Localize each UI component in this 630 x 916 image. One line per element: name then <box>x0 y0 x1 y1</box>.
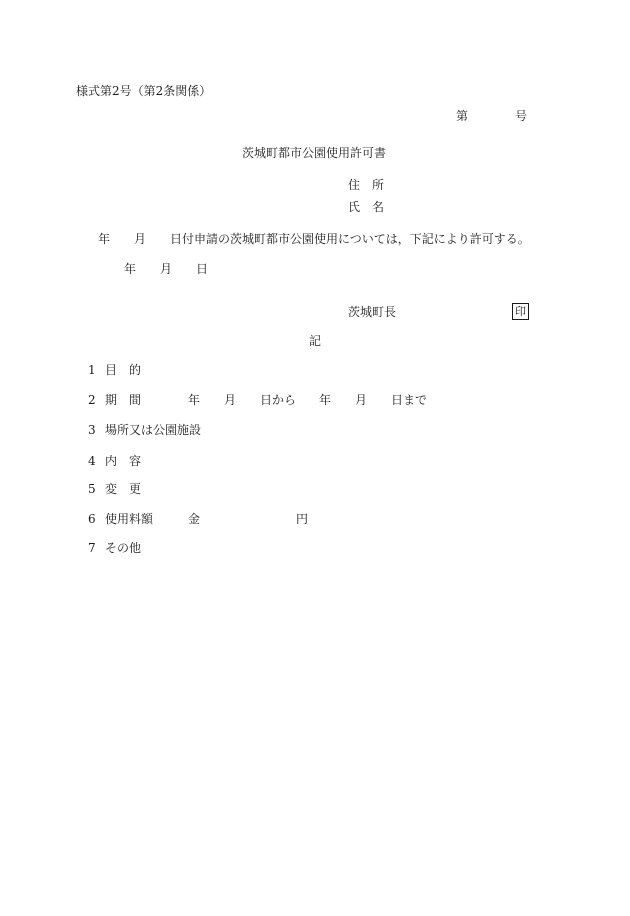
fee-en: 円 <box>296 512 309 526</box>
item-label: 使用料額 <box>105 512 154 526</box>
list-item-location <box>88 423 201 437</box>
item-number: 4 <box>88 454 96 468</box>
item-label: 変 更 <box>105 482 142 496</box>
item-label: 内 容 <box>105 454 142 468</box>
list-item-purpose <box>88 363 141 377</box>
ki-heading: 記 <box>309 334 322 348</box>
signer-title: 茨城町長 <box>348 305 397 319</box>
list-item-content <box>88 454 141 468</box>
item-number: 1 <box>88 363 96 377</box>
item-number: 3 <box>88 423 96 437</box>
item-number: 7 <box>88 541 96 555</box>
item-number: 6 <box>88 512 96 526</box>
period-from: 年 月 日から <box>188 393 297 407</box>
address-label: 住 所 <box>348 178 385 192</box>
name-label: 氏 名 <box>348 200 385 214</box>
list-item-other <box>88 541 141 555</box>
list-item-change <box>88 482 141 496</box>
document-number-prefix: 第 <box>456 109 469 123</box>
issue-date: 年 月 日 <box>124 262 209 276</box>
document-number-suffix: 号 <box>515 109 528 123</box>
item-number: 2 <box>88 393 96 407</box>
item-label: 場所又は公園施設 <box>105 423 202 437</box>
item-label: 期 間 <box>105 393 142 407</box>
seal-icon: 印 <box>512 303 529 320</box>
fee-kin: 金 <box>188 512 201 526</box>
form-number-label: 様式第2号（第2条関係） <box>76 84 212 98</box>
period-to: 年 月 日まで <box>319 393 428 407</box>
item-number: 5 <box>88 482 96 496</box>
document-title: 茨城町都市公園使用許可書 <box>242 146 387 160</box>
item-label: その他 <box>105 541 142 555</box>
list-item-fee <box>88 512 153 526</box>
list-item-period <box>88 393 141 407</box>
permission-statement: 年 月 日付申請の茨城町都市公園使用については，下記により許可する。 <box>98 232 530 246</box>
item-label: 目 的 <box>105 363 142 377</box>
